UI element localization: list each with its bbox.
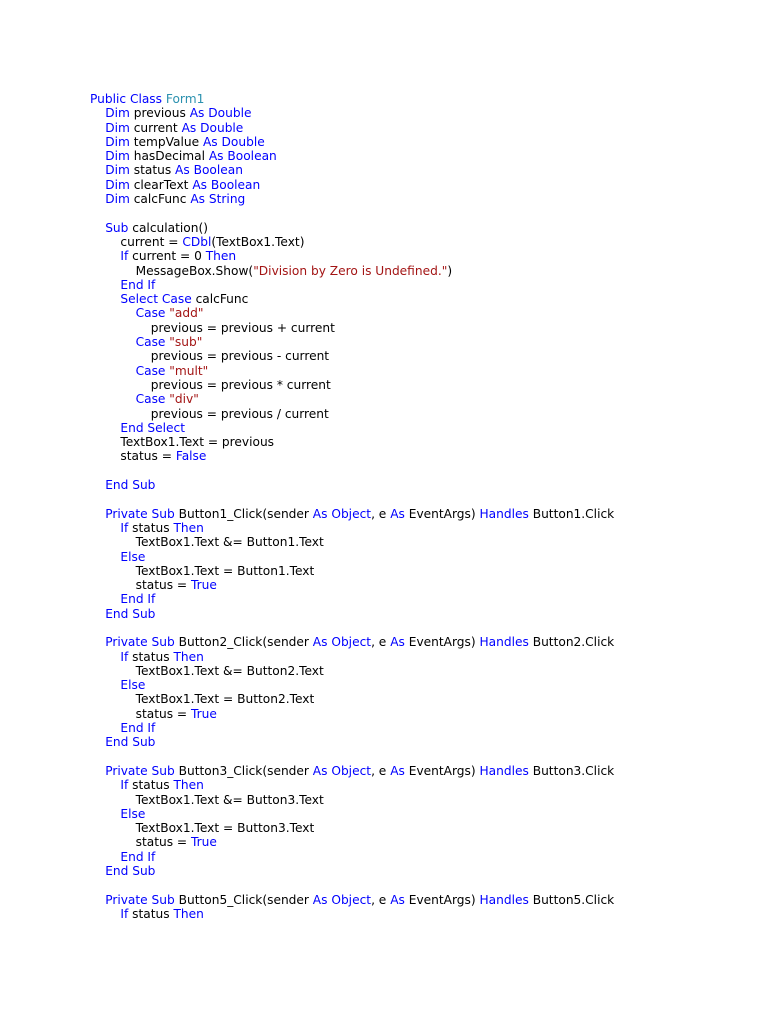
- code-string: "add": [169, 306, 204, 321]
- code-keyword: If: [120, 520, 133, 535]
- code-line: [90, 121, 614, 135]
- code-text: TextBox1.Text &= Button2.Text: [135, 663, 324, 678]
- code-keyword: If: [120, 778, 133, 793]
- code-text: TextBox1.Text &= Button3.Text: [135, 792, 324, 807]
- code-keyword: As Boolean: [175, 163, 243, 178]
- code-keyword: Then: [173, 520, 204, 535]
- code-text: current =: [120, 234, 183, 249]
- code-line: [90, 206, 614, 220]
- code-keyword: Handles: [479, 892, 533, 907]
- code-keyword: Case: [135, 363, 170, 378]
- code-keyword: Private Sub: [105, 635, 179, 650]
- code-keyword: Case: [135, 335, 170, 350]
- code-keyword: End Sub: [105, 864, 156, 879]
- code-keyword: Dim: [105, 106, 134, 121]
- code-keyword: As String: [190, 192, 246, 207]
- code-line: [90, 321, 614, 335]
- code-line: [90, 564, 614, 578]
- code-line: [90, 850, 614, 864]
- code-line: [90, 650, 614, 664]
- code-line: [90, 392, 614, 406]
- code-line: [90, 478, 614, 492]
- code-keyword: Case: [135, 392, 170, 407]
- code-keyword: If: [120, 649, 133, 664]
- code-text: calculation(): [132, 220, 208, 235]
- code-line: [90, 92, 614, 106]
- code-line: [90, 793, 614, 807]
- code-line: [90, 306, 614, 320]
- code-line: [90, 149, 614, 163]
- code-text: status: [132, 649, 174, 664]
- code-text: current = 0: [132, 249, 206, 264]
- code-line: [90, 535, 614, 549]
- code-line: [90, 378, 614, 392]
- code-text: Button3.Click: [532, 763, 615, 778]
- code-keyword: End Sub: [105, 606, 156, 621]
- code-keyword: End Sub: [105, 735, 156, 750]
- code-text: status: [132, 778, 174, 793]
- code-keyword: As Double: [202, 134, 265, 149]
- code-string: "Division by Zero is Undefined.": [253, 263, 448, 278]
- code-line: [90, 421, 614, 435]
- code-keyword: As: [390, 506, 409, 521]
- code-keyword: True: [191, 706, 217, 721]
- code-keyword: As Boolean: [192, 177, 261, 192]
- code-keyword: End If: [120, 721, 156, 736]
- code-keyword: Then: [173, 649, 204, 664]
- code-text: current: [133, 120, 182, 135]
- code-keyword: Dim: [105, 134, 134, 149]
- code-text: , e: [371, 635, 391, 650]
- code-keyword: Select Case: [120, 292, 196, 307]
- code-keyword: Handles: [479, 506, 533, 521]
- code-line: [90, 835, 614, 849]
- code-line: [90, 163, 614, 177]
- code-text: previous: [133, 106, 190, 121]
- code-line: [90, 735, 614, 749]
- code-keyword: As Object: [312, 506, 372, 521]
- code-line: [90, 264, 614, 278]
- code-line: [90, 807, 614, 821]
- code-text: status: [132, 520, 174, 535]
- code-text: previous = previous / current: [150, 406, 329, 421]
- code-keyword: End Sub: [105, 478, 156, 493]
- code-text: Button2.Click: [532, 635, 615, 650]
- code-text: Button1_Click(sender: [178, 506, 313, 521]
- code-keyword: Handles: [479, 763, 533, 778]
- code-keyword: As Boolean: [208, 149, 277, 164]
- code-text: (TextBox1.Text): [211, 234, 305, 249]
- code-line: [90, 778, 614, 792]
- code-line: [90, 592, 614, 606]
- code-line: [90, 692, 614, 706]
- code-text: previous = previous + current: [150, 320, 335, 335]
- code-keyword: Public Class: [90, 92, 166, 106]
- code-line: [90, 521, 614, 535]
- code-keyword: End If: [120, 849, 156, 864]
- code-text: Button1.Click: [532, 506, 615, 521]
- code-line: [90, 435, 614, 449]
- code-line: [90, 878, 614, 892]
- code-text: TextBox1.Text = Button1.Text: [135, 563, 315, 578]
- code-line: [90, 449, 614, 463]
- code-keyword: Dim: [105, 177, 134, 192]
- code-text: TextBox1.Text = Button3.Text: [135, 821, 315, 836]
- code-keyword: As: [390, 635, 409, 650]
- code-line: [90, 349, 614, 363]
- code-keyword: As Object: [312, 892, 372, 907]
- code-line: [90, 750, 614, 764]
- code-text: EventArgs): [408, 763, 480, 778]
- code-string: "div": [169, 392, 199, 407]
- code-keyword: If: [120, 249, 133, 264]
- code-keyword: Case: [135, 306, 170, 321]
- code-keyword: Dim: [105, 149, 134, 164]
- code-line: [90, 893, 614, 907]
- code-text: previous = previous - current: [150, 349, 330, 364]
- code-text: status =: [120, 449, 176, 464]
- code-line: [90, 907, 614, 921]
- code-keyword: Private Sub: [105, 892, 179, 907]
- code-string: "sub": [169, 335, 203, 350]
- code-line: [90, 678, 614, 692]
- code-text: calcFunc: [195, 292, 249, 307]
- code-keyword: End Select: [120, 420, 186, 435]
- code-keyword: Then: [205, 249, 237, 264]
- code-text: EventArgs): [408, 635, 480, 650]
- code-text: TextBox1.Text &= Button1.Text: [135, 535, 324, 550]
- code-line: [90, 178, 614, 192]
- code-text: hasDecimal: [133, 149, 209, 164]
- code-line: [90, 135, 614, 149]
- code-text: TextBox1.Text = Button2.Text: [135, 692, 315, 707]
- code-text: ): [447, 263, 453, 278]
- code-keyword: Sub: [105, 220, 133, 235]
- code-keyword: As Object: [312, 635, 372, 650]
- code-line: [90, 278, 614, 292]
- code-line: [90, 864, 614, 878]
- code-line: [90, 607, 614, 621]
- code-keyword: End If: [120, 592, 156, 607]
- code-keyword: False: [175, 449, 207, 464]
- code-keyword: Dim: [105, 192, 134, 207]
- code-line: [90, 249, 614, 263]
- code-keyword: Handles: [479, 635, 533, 650]
- code-keyword: Dim: [105, 120, 134, 135]
- code-line: [90, 578, 614, 592]
- code-line: [90, 335, 614, 349]
- code-text: status: [132, 906, 174, 921]
- code-text: TextBox1.Text = previous: [120, 435, 275, 450]
- code-line: [90, 106, 614, 120]
- code-text: clearText: [133, 177, 193, 192]
- code-text: , e: [371, 892, 391, 907]
- code-text: , e: [371, 763, 391, 778]
- code-string: "mult": [169, 363, 209, 378]
- code-line: [90, 621, 614, 635]
- code-text: status =: [135, 835, 192, 850]
- code-listing: [90, 92, 614, 921]
- code-text: Button2_Click(sender: [178, 635, 313, 650]
- code-text: MessageBox.Show(: [135, 263, 254, 278]
- code-keyword: CDbl: [182, 234, 212, 249]
- code-keyword: Private Sub: [105, 506, 179, 521]
- code-keyword: End If: [120, 277, 156, 292]
- code-line: [90, 221, 614, 235]
- code-line: [90, 764, 614, 778]
- code-keyword: As Double: [189, 106, 252, 121]
- code-keyword: As: [390, 763, 409, 778]
- code-keyword: Private Sub: [105, 763, 179, 778]
- code-keyword: If: [120, 906, 133, 921]
- code-text: , e: [371, 506, 391, 521]
- code-keyword: Then: [173, 778, 204, 793]
- code-text: EventArgs): [408, 892, 480, 907]
- code-keyword: Else: [120, 806, 146, 821]
- code-text: EventArgs): [408, 506, 480, 521]
- code-keyword: As Double: [181, 120, 244, 135]
- code-text: calcFunc: [133, 192, 191, 207]
- code-keyword: True: [191, 578, 217, 593]
- code-text: previous = previous * current: [150, 377, 331, 392]
- code-line: [90, 235, 614, 249]
- code-keyword: Else: [120, 549, 146, 564]
- code-text: tempValue: [133, 134, 203, 149]
- code-keyword: As: [390, 892, 409, 907]
- code-keyword: Else: [120, 678, 146, 693]
- code-text: Button5.Click: [532, 892, 615, 907]
- code-line: [90, 292, 614, 306]
- code-keyword: True: [191, 835, 217, 850]
- code-line: [90, 192, 614, 206]
- code-text: status =: [135, 706, 192, 721]
- code-line: [90, 635, 614, 649]
- code-text: status =: [135, 578, 192, 593]
- code-line: [90, 364, 614, 378]
- code-keyword: Then: [173, 906, 204, 921]
- code-line: [90, 721, 614, 735]
- code-keyword: As Object: [312, 763, 372, 778]
- code-line: [90, 407, 614, 421]
- code-line: [90, 707, 614, 721]
- code-line: [90, 821, 614, 835]
- code-keyword: Dim: [105, 163, 134, 178]
- code-line: [90, 492, 614, 506]
- code-type-name: Form1: [165, 92, 205, 106]
- code-line: [90, 550, 614, 564]
- code-text: status: [133, 163, 176, 178]
- code-line: [90, 664, 614, 678]
- code-line: [90, 507, 614, 521]
- code-text: Button5_Click(sender: [178, 892, 313, 907]
- code-line: [90, 464, 614, 478]
- code-text: Button3_Click(sender: [178, 763, 313, 778]
